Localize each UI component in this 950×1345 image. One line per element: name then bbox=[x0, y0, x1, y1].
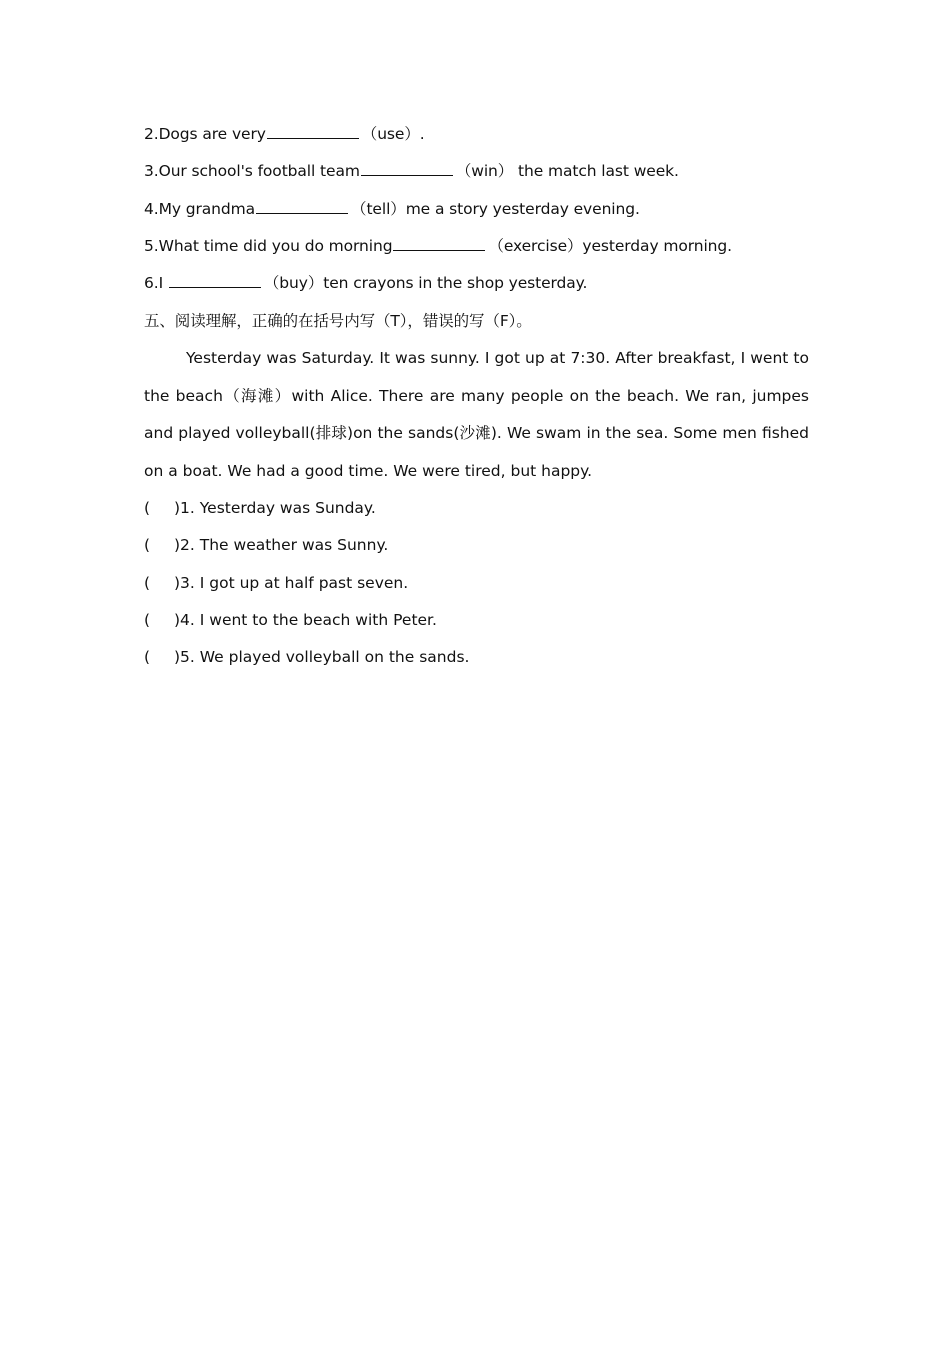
fill-blank-item-5 bbox=[144, 235, 732, 257]
question-text: )3. I got up at half past seven. bbox=[174, 574, 409, 592]
fill-blank-suffix: ten crayons in the shop yesterday. bbox=[323, 274, 588, 292]
answer-blank[interactable] bbox=[267, 123, 359, 139]
fill-blank-hint: （win） bbox=[455, 162, 514, 180]
fill-blank-prefix: 4.My grandma bbox=[144, 200, 256, 218]
reading-passage: Yesterday was Saturday. It was sunny. I got up at 7:30. After breakfast, I went to the beach（海滩）with Alice. There are many people on the beach. We ran, jumpes and played volleyball(排球)on the sands(沙滩). We swam in the sea. Some men fished on a boat. We had a good time. We were tired, but happy. bbox=[144, 349, 809, 480]
tf-question-5 bbox=[144, 646, 469, 668]
tf-question-2 bbox=[144, 534, 388, 556]
answer-blank[interactable] bbox=[361, 160, 453, 176]
answer-blank[interactable] bbox=[393, 235, 485, 251]
answer-paren[interactable]: ( bbox=[144, 574, 151, 592]
question-text: )4. I went to the beach with Peter. bbox=[174, 611, 437, 629]
fill-blank-prefix: 5.What time did you do morning bbox=[144, 237, 393, 255]
fill-blank-prefix: 6.I bbox=[144, 274, 168, 292]
fill-blank-hint: （tell） bbox=[351, 200, 406, 218]
fill-blank-suffix: the match last week. bbox=[518, 162, 679, 180]
answer-blank[interactable] bbox=[169, 272, 261, 288]
answer-paren[interactable]: ( bbox=[144, 536, 151, 554]
tf-question-1 bbox=[144, 497, 376, 519]
fill-blank-suffix: yesterday morning. bbox=[582, 237, 732, 255]
answer-blank[interactable] bbox=[256, 198, 348, 214]
fill-blank-hint: （use）. bbox=[361, 125, 425, 143]
question-text: )5. We played volleyball on the sands. bbox=[174, 648, 470, 666]
answer-paren[interactable]: ( bbox=[144, 648, 151, 666]
answer-paren[interactable]: ( bbox=[144, 611, 151, 629]
fill-blank-hint: （buy） bbox=[263, 274, 324, 292]
tf-question-4 bbox=[144, 609, 437, 631]
fill-blank-item-6 bbox=[144, 272, 587, 294]
fill-blank-item-4 bbox=[144, 198, 640, 220]
answer-paren[interactable]: ( bbox=[144, 499, 151, 517]
question-text: )2. The weather was Sunny. bbox=[174, 536, 389, 554]
fill-blank-item-3 bbox=[144, 160, 679, 182]
fill-blank-prefix: 2.Dogs are very bbox=[144, 125, 266, 143]
section-heading: 五、阅读理解，正确的在括号内写（T），错误的写（F）。 bbox=[144, 312, 532, 330]
fill-blank-item-2 bbox=[144, 123, 425, 145]
fill-blank-prefix: 3.Our school's football team bbox=[144, 162, 360, 180]
tf-question-3 bbox=[144, 572, 408, 594]
fill-blank-suffix: me a story yesterday evening. bbox=[405, 200, 640, 218]
question-text: )1. Yesterday was Sunday. bbox=[174, 499, 376, 517]
fill-blank-hint: （exercise） bbox=[488, 237, 583, 255]
